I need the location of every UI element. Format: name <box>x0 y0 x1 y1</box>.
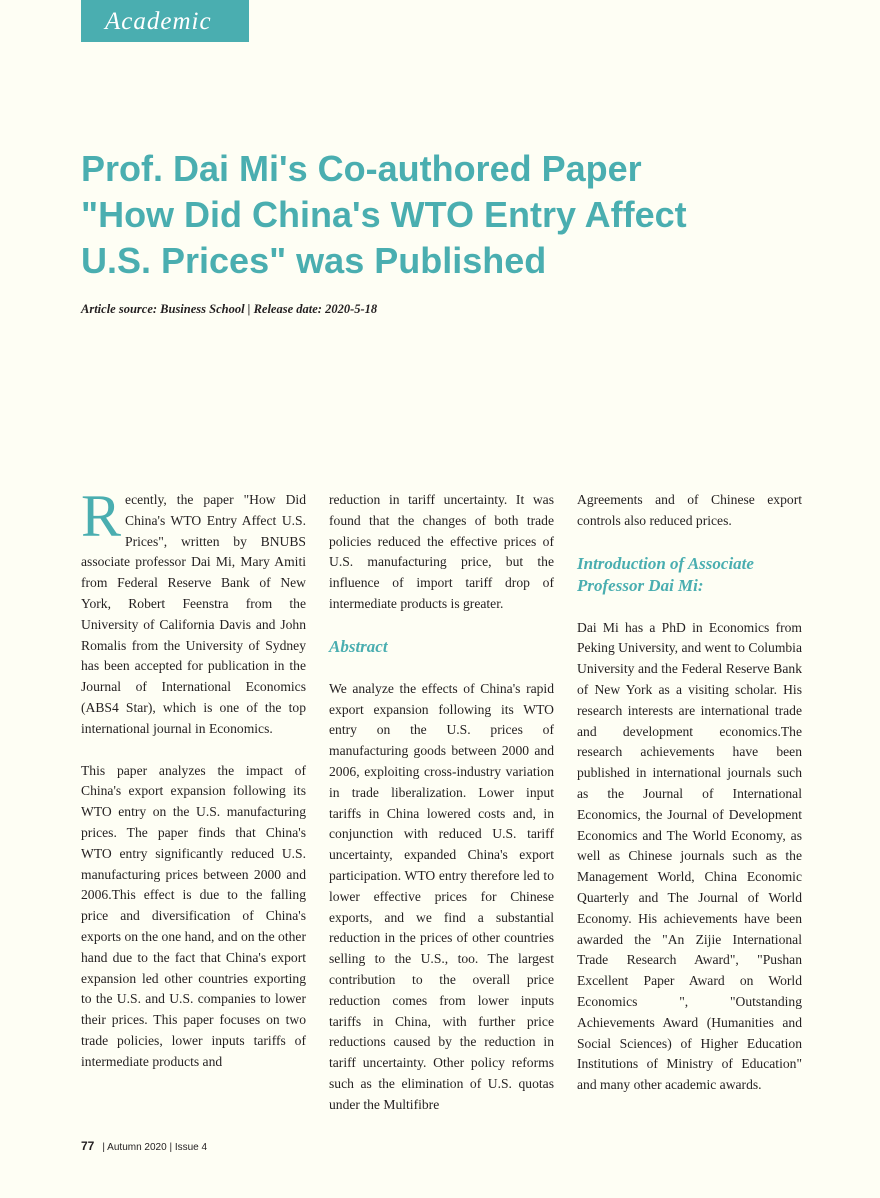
column-2 <box>329 490 554 1116</box>
drop-cap: R <box>81 483 122 549</box>
intro-heading: Introduction of Associate Professor Dai Mi: <box>577 553 754 595</box>
intro-paragraph <box>81 483 306 740</box>
title-line-1: Prof. Dai Mi's Co-authored Paper <box>81 148 642 189</box>
column-3 <box>577 490 802 1096</box>
article-title <box>81 146 781 284</box>
summary-continued: reduction in tariff uncertainty. It was found that the changes of both trade policies reduced the effective prices of U.S. manufacturing price, but the influence of import tariff drop of intermediate products is greater. <box>329 492 554 611</box>
bio-paragraph: Dai Mi has a PhD in Economics from Peking University, and went to Columbia University and the Federal Reserve Bank of New York as a visiting scholar. His research interests are international trade and development economics.The research achievements have been published in international journals such as the Journal of International Economics, the Journal of Development Economics and The World Economy, as well as Chinese journals such as the Management World, China Economic Quarterly and The Journal of World Economy. His achievements have been awarded the "An Zijie International Trade Research Award", "Pushan Excellent Paper Award on World Economics ", "Outstanding Achievements Award (Humanities and Social Sciences) of Higher Education Institutions of Ministry of Education" and many other academic awards. <box>577 619 802 1093</box>
section-label: Academic <box>81 0 249 42</box>
column-1 <box>81 483 306 1073</box>
page-number: 77 <box>81 1139 95 1153</box>
title-line-2: "How Did China's WTO Entry Affect <box>81 194 687 235</box>
abstract-continued: Agreements and of Chinese export controls also reduced prices. <box>577 492 802 528</box>
abstract-paragraph: We analyze the effects of China's rapid export expansion following its WTO entry on the U.S. prices of manufacturing goods between 2000 and 2006, exploiting cross-industry variation in trade liberalization. Lower input tariffs in China lowered costs and, in conjunction with reduced U.S. tariff uncertainty, expanded China's export participation. WTO entry therefore led to lower effective prices for Chinese exports, and we find a substantial reduction in the prices of other countries selling to the U.S., too. The largest contribution to the overall price reduction comes from lower inputs tariffs in China, with further price reductions caused by the reduction in tariff uncertainty. Other policy reforms such as the elimination of U.S. quotas under the Multifibre <box>329 680 554 1112</box>
page-footer <box>81 1139 207 1153</box>
intro-text: ecently, the paper "How Did China's WTO Entry Affect U.S. Prices", written by BNUBS associate professor Dai Mi, Mary Amiti from Federal Reserve Bank of New York, Robert Feenstra from the University of California Davis and John Romalis from the University of Sydney has been accepted for publication in the Journal of International Economics (ABS4 Star), which is one of the top international journal in Economics. <box>81 492 306 736</box>
abstract-heading: Abstract <box>329 636 388 656</box>
issue-info: | Autumn 2020 | Issue 4 <box>102 1142 208 1153</box>
summary-paragraph: This paper analyzes the impact of China's export expansion following its WTO entry on the U.S. manufacturing prices. The paper finds that China's WTO entry significantly reduced U.S. manufacturing prices between 2000 and 2006.This effect is due to the falling price and diversification of China's exports on the one hand, and on the other hand due to the fact that China's export expansion led other countries exporting to the U.S. and U.S. companies to lower their prices. This paper focuses on two trade policies, lower inputs tariffs of intermediate products and <box>81 762 306 1069</box>
title-line-3: U.S. Prices" was Published <box>81 240 547 281</box>
article-meta: Article source: Business School | Release date: 2020-5-18 <box>81 302 378 316</box>
